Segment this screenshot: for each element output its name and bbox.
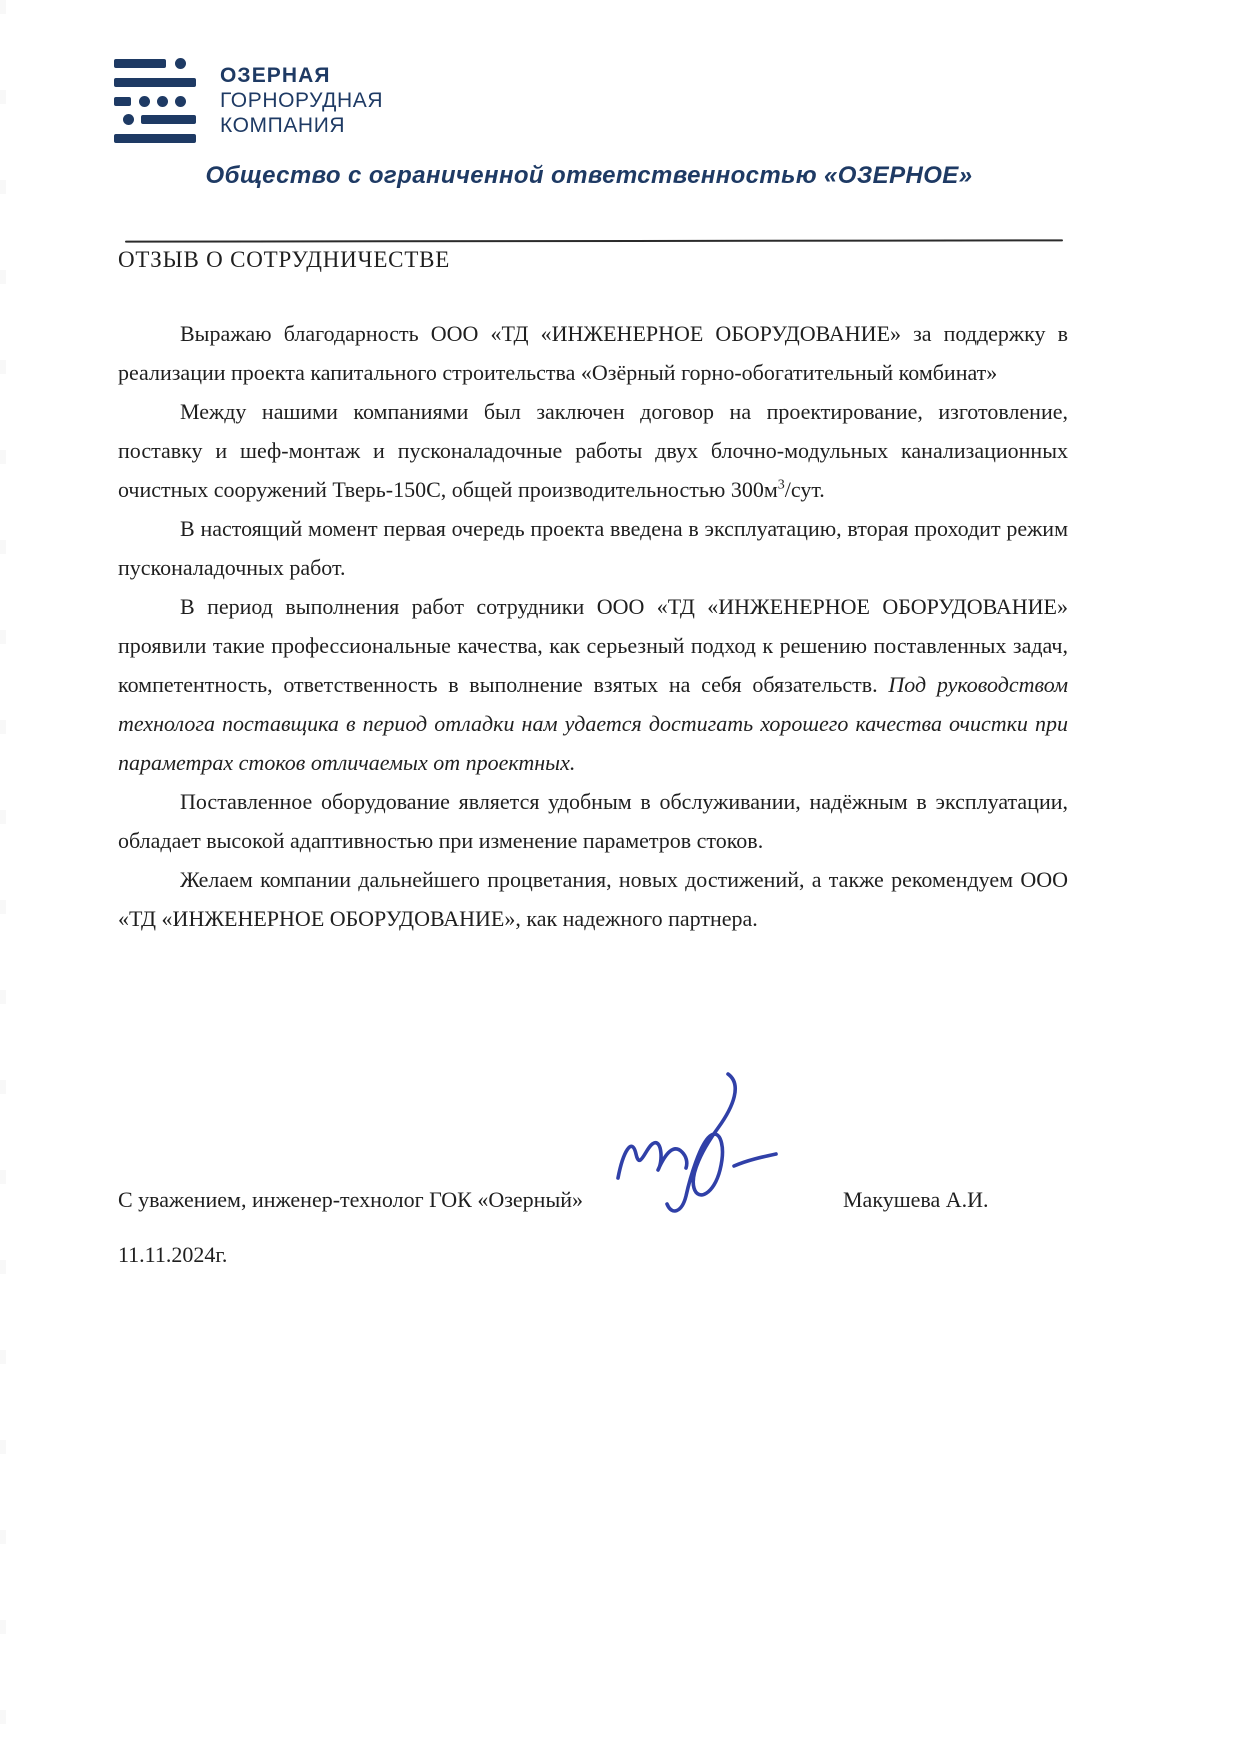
logo-line-3: КОМПАНИЯ [220, 113, 346, 137]
paragraph: Поставленное оборудование является удобным в обслуживании, надёжным в эксплуатации, обладает высокой адаптивностью при изменение параметров стоков. [118, 789, 1068, 853]
paragraph: В период выполнения работ сотрудники ООО «ТД «ИНЖЕНЕРНОЕ ОБОРУДОВАНИЕ» проявили такие профессиональные качества, как серьезный подход к решению поставленных задач, компетентность, ответственность в выполнение взятых на себя обязательств. Под руководством технолога поставщика в период отладки нам удается достигать хорошего качества очистки при параметрах стоков отличаемых от проектных. [118, 594, 1068, 775]
paragraph: В настоящий момент первая очередь проекта введена в эксплуатацию, вторая проходит режим пусконаладочных работ. [118, 516, 1068, 580]
document-body [118, 314, 1068, 938]
logo-line-2: ГОРНОРУДНАЯ [220, 88, 384, 112]
closing-line: С уважением, инженер-технолог ГОК «Озерный» [118, 1187, 584, 1212]
paragraph: Желаем компании дальнейшего процветания, новых достижений, а также рекомендуем ООО «ТД «ИНЖЕНЕРНОЕ ОБОРУДОВАНИЕ», как надежного партнера. [118, 867, 1068, 931]
company-logo [114, 56, 383, 144]
paragraph: Выражаю благодарность ООО «ТД «ИНЖЕНЕРНОЕ ОБОРУДОВАНИЕ» за поддержку в реализации проекта капитального строительства «Озёрный горно-обогатительный комбинат» [118, 321, 1068, 385]
signatory-name: Макушева А.И. [843, 1187, 989, 1212]
document-heading: ОТЗЫВ О СОТРУДНИЧЕСТВЕ [118, 247, 451, 272]
logo-line-1: ОЗЕРНАЯ [220, 63, 331, 87]
paragraph: Между нашими компаниями был заключен договор на проектирование, изготовление, поставку и шеф-монтаж и пусконаладочные работы двух блочно-модульных канализационных очистных сооружений Тверь-150С, общей производительностью $300м^3$/сут. [118, 399, 1068, 502]
header-divider [125, 239, 1063, 242]
document-date: 11.11.2024г. [118, 1242, 228, 1267]
logo-bars-dots-icon [114, 56, 196, 144]
logo-wordmark [220, 63, 383, 138]
organization-title: Общество с ограниченной ответственностью «ОЗЕРНОЕ» [205, 162, 973, 189]
scan-edge-artifact [0, 0, 6, 1754]
handwritten-signature-icon [610, 1058, 796, 1234]
